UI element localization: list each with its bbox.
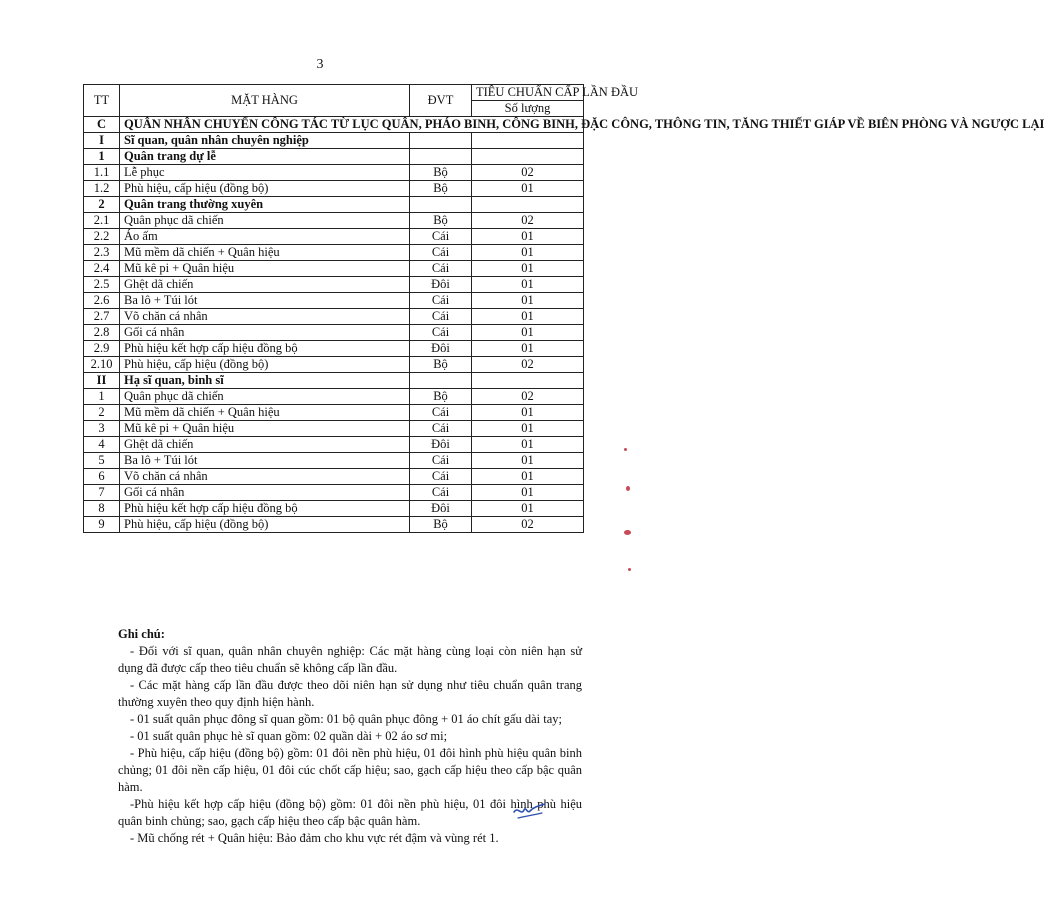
row-number: 2.8 xyxy=(84,325,120,341)
row-number: 9 xyxy=(84,517,120,533)
note-item: - Đối với sĩ quan, quân nhân chuyên nghiệp: Các mặt hàng cùng loại còn niên hạn sử dụng đã được cấp theo tiêu chuẩn sẽ không cấp lần đầu. xyxy=(118,644,582,675)
row-quantity: 01 xyxy=(472,181,584,197)
row-item-name: Ghệt dã chiến xyxy=(120,437,410,453)
row-number: 2.5 xyxy=(84,277,120,293)
row-quantity: 01 xyxy=(472,261,584,277)
row-quantity xyxy=(472,197,584,213)
table-row xyxy=(84,277,584,293)
row-quantity xyxy=(472,373,584,389)
table-row xyxy=(84,357,584,373)
row-quantity: 01 xyxy=(472,245,584,261)
row-item-name: Võ chăn cá nhân xyxy=(120,309,410,325)
row-unit: Cái xyxy=(410,453,472,469)
row-quantity xyxy=(472,149,584,165)
table-row xyxy=(84,389,584,405)
row-quantity xyxy=(472,133,584,149)
row-quantity: 02 xyxy=(472,357,584,373)
section-title: QUÂN NHÂN CHUYỂN CÔNG TÁC TỪ LỤC QUÂN, PHÁO BINH, CÔNG BINH, ĐẶC CÔNG, THÔNG TIN, TĂNG THIẾT GIÁP VỀ BIÊN PHÒNG VÀ NGƯỢC LẠI xyxy=(120,117,584,133)
row-unit: Bộ xyxy=(410,389,472,405)
row-number: 2.4 xyxy=(84,261,120,277)
row-item-name: Hạ sĩ quan, binh sĩ xyxy=(120,373,410,389)
row-item-name: Quân trang dự lễ xyxy=(120,149,410,165)
table-row xyxy=(84,373,584,389)
row-unit: Cái xyxy=(410,325,472,341)
row-quantity: 01 xyxy=(472,341,584,357)
header-item: MẶT HÀNG xyxy=(120,85,410,117)
row-item-name: Áo ấm xyxy=(120,229,410,245)
scan-mark xyxy=(626,486,630,491)
row-item-name: Mũ kê pi + Quân hiệu xyxy=(120,261,410,277)
header-unit: ĐVT xyxy=(410,85,472,117)
notes-title: Ghi chú: xyxy=(118,627,165,641)
row-item-name: Gối cá nhân xyxy=(120,485,410,501)
row-number: 1.1 xyxy=(84,165,120,181)
row-number: 2.2 xyxy=(84,229,120,245)
row-unit: Cái xyxy=(410,405,472,421)
row-quantity: 01 xyxy=(472,277,584,293)
row-number: 1.2 xyxy=(84,181,120,197)
row-number: 2 xyxy=(84,197,120,213)
note-item: - 01 suất quân phục hè sĩ quan gồm: 02 quần dài + 02 áo sơ mi; xyxy=(130,729,448,743)
row-number: 2.10 xyxy=(84,357,120,373)
row-unit: Cái xyxy=(410,293,472,309)
header-quantity: Số lượng xyxy=(472,101,584,117)
row-quantity: 01 xyxy=(472,229,584,245)
scan-mark xyxy=(624,530,631,535)
table-row xyxy=(84,197,584,213)
row-quantity: 01 xyxy=(472,469,584,485)
note-item: - Mũ chống rét + Quân hiệu: Bảo đảm cho khu vực rét đậm và vùng rét 1. xyxy=(130,831,499,845)
table-row xyxy=(84,133,584,149)
note-item: - Phù hiệu, cấp hiệu (đồng bộ) gồm: 01 đôi nền phù hiệu, 01 đôi hình phù hiệu quân binh chủng; 01 đôi nền cấp hiệu, 01 đôi cúc chốt cấp hiệu; sao, gạch cấp hiệu theo cấp bậc quân hàm. xyxy=(118,746,582,794)
row-item-name: Mũ kê pi + Quân hiệu xyxy=(120,421,410,437)
row-unit: Đôi xyxy=(410,437,472,453)
row-unit: Bộ xyxy=(410,165,472,181)
row-item-name: Ghệt dã chiến xyxy=(120,277,410,293)
row-item-name: Quân phục dã chiến xyxy=(120,213,410,229)
row-number: 1 xyxy=(84,149,120,165)
table-row xyxy=(84,165,584,181)
row-unit: Cái xyxy=(410,261,472,277)
row-number: I xyxy=(84,133,120,149)
row-unit xyxy=(410,149,472,165)
supply-standard-table xyxy=(83,84,1044,533)
row-unit: Cái xyxy=(410,421,472,437)
row-quantity: 02 xyxy=(472,389,584,405)
table-row xyxy=(84,453,584,469)
row-item-name: Mũ mềm dã chiến + Quân hiệu xyxy=(120,245,410,261)
row-quantity: 01 xyxy=(472,437,584,453)
table-row xyxy=(84,325,584,341)
row-unit: Đôi xyxy=(410,341,472,357)
table-row xyxy=(84,261,584,277)
row-unit: Bộ xyxy=(410,181,472,197)
table-row xyxy=(84,229,584,245)
row-number: 7 xyxy=(84,485,120,501)
header-tt: TT xyxy=(84,85,120,117)
note-item: - 01 suất quân phục đông sĩ quan gồm: 01 bộ quân phục đông + 01 áo chít gấu dài tay; xyxy=(130,712,562,726)
row-number: 2.3 xyxy=(84,245,120,261)
row-item-name: Ba lô + Túi lót xyxy=(120,293,410,309)
table-row xyxy=(84,437,584,453)
row-unit: Bộ xyxy=(410,357,472,373)
table-row xyxy=(84,341,584,357)
row-item-name: Gối cá nhân xyxy=(120,325,410,341)
row-quantity: 01 xyxy=(472,405,584,421)
row-unit: Bộ xyxy=(410,517,472,533)
row-number: 2.9 xyxy=(84,341,120,357)
row-quantity: 01 xyxy=(472,421,584,437)
table-row xyxy=(84,405,584,421)
table-row xyxy=(84,485,584,501)
row-number: II xyxy=(84,373,120,389)
table-row xyxy=(84,469,584,485)
row-unit: Đôi xyxy=(410,277,472,293)
row-item-name: Phù hiệu, cấp hiệu (đồng bộ) xyxy=(120,181,410,197)
row-quantity: 01 xyxy=(472,485,584,501)
row-quantity: 01 xyxy=(472,293,584,309)
row-item-name: Phù hiệu kết hợp cấp hiệu đồng bộ xyxy=(120,341,410,357)
page-number: 3 xyxy=(316,57,324,72)
row-number: 6 xyxy=(84,469,120,485)
row-item-name: Lễ phục xyxy=(120,165,410,181)
table-row xyxy=(84,293,584,309)
table-row xyxy=(84,245,584,261)
row-item-name: Phù hiệu, cấp hiệu (đồng bộ) xyxy=(120,517,410,533)
table-row xyxy=(84,501,584,517)
row-unit xyxy=(410,373,472,389)
row-number: 2.7 xyxy=(84,309,120,325)
row-unit xyxy=(410,197,472,213)
table-body xyxy=(84,117,1044,533)
scan-mark xyxy=(624,448,627,451)
row-quantity: 01 xyxy=(472,501,584,517)
row-item-name: Mũ mềm dã chiến + Quân hiệu xyxy=(120,405,410,421)
row-item-name: Võ chăn cá nhân xyxy=(120,469,410,485)
row-number: 2.1 xyxy=(84,213,120,229)
row-quantity: 01 xyxy=(472,325,584,341)
row-unit: Cái xyxy=(410,229,472,245)
note-item: - Các mặt hàng cấp lần đầu được theo dõi niên hạn sử dụng như tiêu chuẩn quân trang thường xuyên theo quy định hiện hành. xyxy=(118,678,582,709)
row-number: 1 xyxy=(84,389,120,405)
table-row xyxy=(84,149,584,165)
row-unit: Cái xyxy=(410,485,472,501)
table-row xyxy=(84,309,584,325)
row-unit xyxy=(410,133,472,149)
row-quantity: 02 xyxy=(472,165,584,181)
row-number: 2.6 xyxy=(84,293,120,309)
row-item-name: Quân trang thường xuyên xyxy=(120,197,410,213)
row-item-name: Phù hiệu kết hợp cấp hiệu đồng bộ xyxy=(120,501,410,517)
row-unit: Bộ xyxy=(410,213,472,229)
row-item-name: Ba lô + Túi lót xyxy=(120,453,410,469)
section-row xyxy=(84,117,584,133)
table-row xyxy=(84,181,584,197)
scan-mark xyxy=(628,568,631,571)
row-number: 2 xyxy=(84,405,120,421)
row-item-name: Quân phục dã chiến xyxy=(120,389,410,405)
row-quantity: 02 xyxy=(472,517,584,533)
signature-icon xyxy=(512,800,548,822)
row-number: 8 xyxy=(84,501,120,517)
row-quantity: 01 xyxy=(472,309,584,325)
note-item: -Phù hiệu kết hợp cấp hiệu (đồng bộ) gồm: 01 đôi nền phù hiệu, 01 đôi hình phù hiệu quân binh chủng; sao, gạch cấp hiệu theo cấp bậc quân hàm. xyxy=(118,797,582,828)
row-unit: Cái xyxy=(410,309,472,325)
row-item-name: Phù hiệu, cấp hiệu (đồng bộ) xyxy=(120,357,410,373)
row-unit: Cái xyxy=(410,469,472,485)
header-standard: TIÊU CHUẨN CẤP LẦN ĐẦU xyxy=(472,85,584,101)
row-quantity: 01 xyxy=(472,453,584,469)
row-quantity: 02 xyxy=(472,213,584,229)
row-item-name: Sĩ quan, quân nhân chuyên nghiệp xyxy=(120,133,410,149)
section-code: C xyxy=(84,117,120,133)
row-number: 3 xyxy=(84,421,120,437)
table-row xyxy=(84,517,584,533)
row-number: 4 xyxy=(84,437,120,453)
row-number: 5 xyxy=(84,453,120,469)
handwritten-initial xyxy=(512,800,548,827)
row-unit: Cái xyxy=(410,245,472,261)
table-row xyxy=(84,421,584,437)
row-unit: Đôi xyxy=(410,501,472,517)
table-row xyxy=(84,213,584,229)
